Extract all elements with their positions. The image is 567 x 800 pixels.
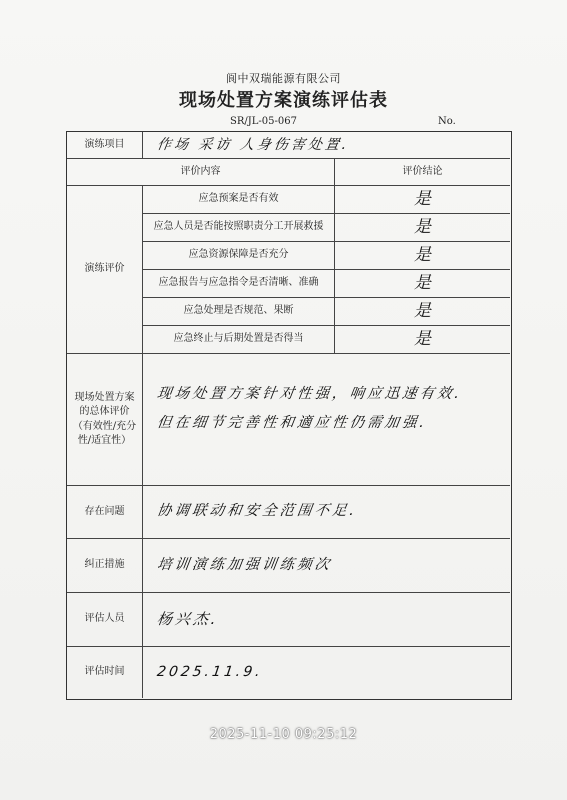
eval-item-3: 应急资源保障是否充分 <box>143 242 335 270</box>
eval-item-4: 应急报告与应急指令是否清晰、准确 <box>143 270 335 298</box>
company-name: 阆中双瑞能源有限公司 <box>226 72 341 85</box>
overall-value <box>143 354 510 486</box>
eval-time-handwriting: 2025.11.9. <box>155 664 264 681</box>
problems-handwriting: 协调联动和安全范围不足. <box>155 503 359 520</box>
form-number-label: No. <box>438 116 456 127</box>
evaluation-table <box>66 131 512 700</box>
eval-result-1: 是 <box>335 186 510 214</box>
evaluator-label: 评估人员 <box>67 593 143 647</box>
content-header: 评价内容 <box>67 159 335 186</box>
eval-result-4: 是 <box>335 270 510 298</box>
eval-result-3: 是 <box>335 242 510 270</box>
evaluator-handwriting: 杨兴杰. <box>155 609 221 628</box>
drill-item-label: 演练项目 <box>67 132 143 159</box>
overall-line-1: 现场处置方案针对性强，响应迅速有效. <box>155 386 464 402</box>
form-code: SR/JL-05-067 <box>230 116 297 127</box>
photo-timestamp: 2025-11-10 09:25:12 <box>209 727 358 742</box>
eval-time-value <box>143 647 510 698</box>
drill-item-handwriting: 作场 采访 人身伤害处置. <box>155 136 351 153</box>
evaluator-value <box>143 593 510 647</box>
eval-item-1: 应急预案是否有效 <box>143 186 335 214</box>
eval-result-6: 是 <box>335 326 510 354</box>
overall-label: 现场处置方案的总体评价（有效性/充分性/适宜性） <box>67 354 143 486</box>
evaluation-section-label: 演练评价 <box>67 186 143 354</box>
eval-item-2: 应急人员是否能按照职责分工开展救援 <box>143 214 335 242</box>
eval-result-2: 是 <box>335 214 510 242</box>
corrective-value <box>143 539 510 593</box>
eval-item-5: 应急处理是否规范、果断 <box>143 298 335 326</box>
overall-line-2: 但在细节完善性和適应性仍需加强. <box>155 415 429 431</box>
eval-result-5: 是 <box>335 298 510 326</box>
corrective-label: 纠正措施 <box>67 539 143 593</box>
eval-item-6: 应急终止与后期处置是否得当 <box>143 326 335 354</box>
form-title: 现场处置方案演练评估表 <box>179 90 388 111</box>
eval-time-label: 评估时间 <box>67 647 143 698</box>
drill-item-value <box>143 132 510 159</box>
problems-label: 存在问题 <box>67 486 143 539</box>
problems-value <box>143 486 510 539</box>
conclusion-header: 评价结论 <box>335 159 510 186</box>
corrective-handwriting: 培训演练加强训练频次 <box>155 556 334 573</box>
